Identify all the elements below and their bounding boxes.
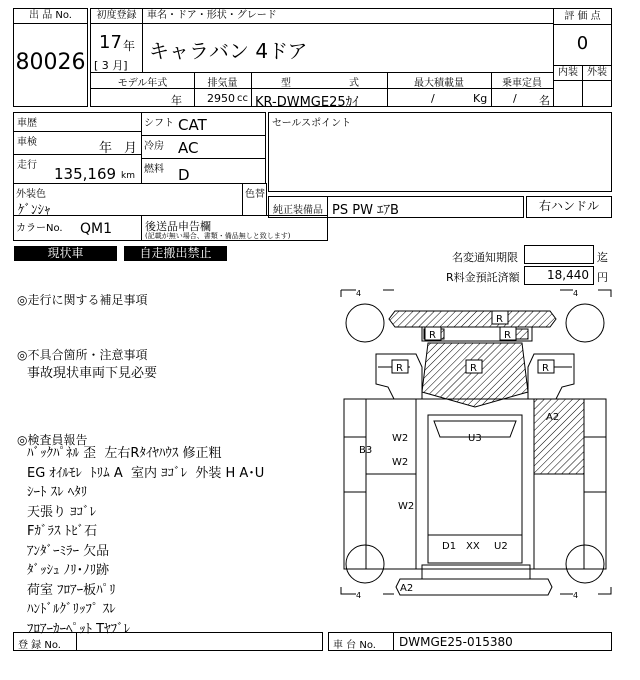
tire-label: 4: [356, 289, 362, 298]
color-no-value: QM1: [80, 221, 113, 237]
model-year-label: モデル年式: [117, 78, 168, 89]
inspection-month-unit: 月: [124, 141, 138, 156]
damage-mark: R: [396, 363, 403, 374]
hood: [422, 343, 528, 407]
damage-mark: U2: [494, 541, 508, 552]
tire-label: 4: [573, 289, 579, 298]
standard-equip-value: PS PW ｴｱB: [332, 203, 399, 218]
damage-mark: R: [542, 363, 549, 374]
damage-mark: W2: [398, 501, 415, 512]
exterior-color-value: ｹﾞﾝｼｬ: [18, 203, 51, 218]
steering-cell: [526, 196, 612, 218]
interior-label-cell: [553, 65, 583, 81]
aftermarket-label: 後送品申告欄: [145, 220, 211, 233]
displacement-label: 排気量: [207, 78, 238, 89]
displacement-value: 2950: [207, 92, 235, 105]
name-change-box: [524, 245, 594, 264]
interior-label: 内装: [558, 67, 578, 78]
reg-month: [ 3 月]: [94, 59, 128, 72]
first-reg-cell: [90, 23, 143, 73]
damage-mark: R: [496, 314, 503, 325]
type-label-2: 式: [349, 78, 359, 89]
wheel-front-left: [346, 304, 384, 342]
score-cell: [553, 24, 612, 66]
shift-value: CAT: [178, 116, 207, 134]
inspector-line: ｼｰﾄ ｽﾚ ﾍﾀﾘ: [27, 485, 88, 500]
damage-mark: B3: [359, 445, 373, 456]
damage-mark: A2: [400, 583, 414, 594]
inspector-line: 天張り ﾖｺﾞﾚ: [27, 504, 97, 520]
capacity-unit: 名: [539, 94, 550, 107]
score-label-cell: [553, 8, 612, 25]
inspector-line: ﾊﾞｯｸﾊﾟﾈﾙ 歪 左右Rﾀｲﾔﾊｳｽ 修正粗: [27, 446, 222, 461]
fuel-value: D: [178, 166, 190, 184]
registration-label: 登 録 No.: [18, 640, 61, 651]
chassis-cell: [328, 632, 612, 651]
sales-points-label: セールスポイント: [272, 118, 352, 129]
wheel-rear-right: [566, 545, 604, 583]
right-rear-panel: [534, 474, 584, 569]
exterior-label: 外装: [587, 67, 607, 78]
first-reg-label: 初度登録: [96, 10, 137, 21]
color-change-label: 色替: [245, 189, 265, 200]
standard-equip-label: 純正装備品: [273, 205, 323, 216]
ac-value: AC: [178, 139, 199, 157]
mileage-unit: km: [121, 171, 135, 181]
current-condition-badge: 現状車: [14, 246, 117, 261]
inspector-line: ﾊﾝﾄﾞﾙｸﾞﾘｯﾌﾟ ｽﾚ: [27, 602, 116, 617]
vehicle-name-cell: [142, 23, 554, 73]
ac-label: 冷房: [144, 141, 164, 152]
chassis-number: DWMGE25-015380: [399, 635, 513, 649]
inspector-line: 荷室 ﾌﾛｱｰ板ﾊﾟﾘ: [27, 582, 116, 598]
steering-value: 右ハンドル: [538, 199, 599, 213]
self-drive-badge: 自走搬出禁止: [124, 246, 227, 261]
aftermarket-note: (記載が無い場合、書類・備品無しと致します): [145, 232, 291, 240]
damage-mark: R: [429, 330, 436, 341]
shift-label: シフト: [144, 118, 174, 129]
inspection-label: 車検: [17, 137, 37, 148]
rear-panel-upper: [422, 565, 530, 579]
corner-bracket-bottom-right: [560, 587, 611, 594]
history-cell: [13, 112, 142, 132]
displacement-unit: cc: [237, 93, 248, 104]
first-reg-label-cell: [90, 8, 143, 24]
capacity-value: /: [513, 92, 517, 105]
defect-text: 事故現状車両下見必要: [27, 366, 158, 381]
score-value: 0: [576, 33, 589, 54]
name-change-unit: 迄: [597, 251, 608, 264]
type-label: 型: [281, 78, 291, 89]
capacity-label: 乗車定員: [502, 78, 542, 89]
left-rear-panel: [366, 474, 416, 569]
exterior-score-cell: [582, 80, 612, 107]
recycle-unit: 円: [597, 271, 608, 284]
defect-label: ◎不具合箇所・注意事項: [17, 348, 148, 362]
inspector-line: EG ｵｲﾙﾓﾚ ﾄﾘﾑ A 室内 ﾖｺﾞﾚ 外装 H A･U: [27, 465, 265, 481]
spec-table: [90, 72, 554, 110]
model-code: KR-DWMGE25ｶｲ: [255, 95, 359, 110]
score-label: 評 価 点: [564, 11, 601, 22]
exterior-color-label: 外装色: [16, 189, 46, 200]
inspector-line: ﾀﾞｯｼｭ ﾉﾘ･ﾉﾘ跡: [27, 563, 110, 578]
exterior-label-cell: [582, 65, 612, 81]
corner-bracket-bottom-left: [341, 587, 394, 594]
left-front-door: [366, 399, 416, 474]
right-front-door: [534, 399, 584, 474]
damage-mark: W2: [392, 433, 409, 444]
mileage-value: 135,169: [54, 165, 117, 183]
fuel-cell: [141, 158, 266, 184]
corner-bracket-top-right: [560, 290, 611, 297]
history-label: 車歴: [17, 118, 37, 129]
interior-score-cell: [553, 80, 583, 107]
damage-mark: XX: [466, 541, 480, 552]
aftermarket-cell: [141, 215, 328, 241]
lot-label-cell: [13, 8, 88, 24]
inspector-line: Fｶﾞﾗｽ ﾄﾋﾞ石: [27, 524, 98, 539]
max-load-value: /: [431, 92, 435, 105]
fuel-label: 燃料: [144, 164, 164, 175]
damage-mark: U3: [468, 433, 482, 444]
recycle-amount: 18,440: [547, 268, 589, 282]
max-load-label: 最大積載量: [414, 78, 464, 89]
lot-label: 出 品 No.: [29, 10, 72, 21]
front-bumper: [389, 311, 556, 327]
inspection-cell: [13, 131, 142, 155]
damage-mark: R: [504, 330, 511, 341]
max-load-unit: Kg: [473, 92, 488, 105]
corner-bracket-top-left: [341, 290, 356, 297]
tire-label: 4: [573, 591, 579, 600]
registration-cell: [13, 632, 323, 651]
rear-bumper: [396, 579, 552, 595]
damage-mark: D1: [442, 541, 457, 552]
damage-mark: A2: [546, 412, 560, 423]
reg-year: 17: [99, 32, 122, 53]
reg-year-unit: 年: [123, 39, 136, 53]
lot-number-cell: [13, 23, 88, 107]
color-no-cell: [13, 215, 142, 241]
inspector-line: ﾌﾛｱｰｶｰﾍﾟｯﾄ Tﾔﾌﾞﾚ: [27, 621, 131, 637]
model-year-unit: 年: [171, 94, 182, 107]
recycle-label: R料金預託済額: [446, 271, 520, 284]
driving-remarks-label: ◎走行に関する補足事項: [17, 293, 148, 307]
tire-label: 4: [356, 591, 362, 600]
inspector-line: ｱﾝﾀﾞｰﾐﾗｰ 欠品: [27, 543, 110, 559]
vehicle-label-cell: [142, 8, 554, 24]
inspection-year-unit: 年: [99, 141, 113, 156]
mileage-label: 走行: [17, 160, 37, 171]
shift-cell: [141, 112, 266, 136]
name-change-label: 名変通知期限: [452, 251, 518, 264]
wheel-front-right: [566, 304, 604, 342]
mileage-cell: [13, 154, 142, 184]
exterior-color-cell: [13, 183, 267, 216]
damage-diagram: [338, 287, 614, 629]
lot-number: 80026: [15, 50, 86, 75]
inspector-notes: [27, 444, 264, 639]
chassis-label: 車 台 No.: [333, 640, 376, 651]
wheel-rear-left: [346, 545, 384, 583]
sales-points-cell: [268, 112, 612, 192]
color-no-label: カラーNo.: [16, 223, 63, 234]
vehicle-label: 車名・ドア・形状・グレード: [147, 10, 277, 21]
ac-cell: [141, 135, 266, 159]
damage-mark: R: [470, 363, 477, 374]
vehicle-name: キャラバン 4ドア: [149, 39, 308, 63]
damage-mark: W2: [392, 457, 409, 468]
inspector-label: ◎検査員報告: [17, 433, 88, 447]
recycle-box: [524, 266, 594, 285]
